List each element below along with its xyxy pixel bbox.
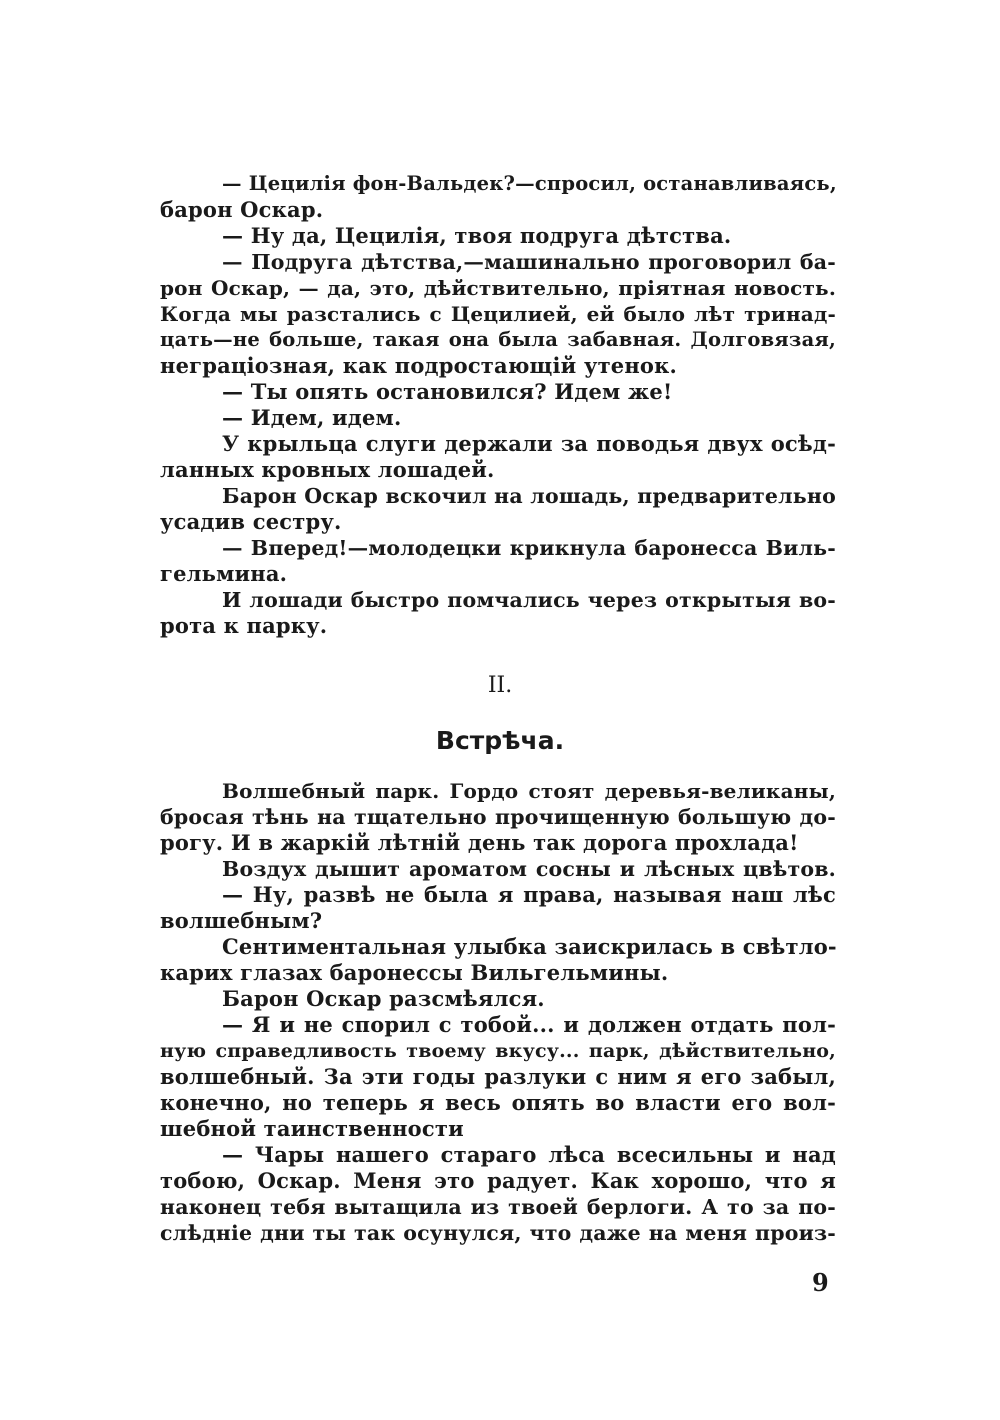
chapter-number: II. — [487, 673, 513, 698]
text-line: волшебный. За эти годы разлуки с ним я его забыл, — [160, 1064, 836, 1089]
text-line: конечно, но теперь я весь опять во власти его вол- — [160, 1090, 836, 1115]
chapter-title: Встрѣча. — [435, 726, 565, 755]
text-line: Сентиментальная улыбка заискрилась в свѣтло- — [222, 934, 837, 959]
page-number: 9 — [812, 1268, 829, 1297]
text-line: ланных кровных лошадей. — [160, 457, 495, 482]
text-line: — Подруга дѣтства,—машинально проговорил ба- — [222, 250, 836, 274]
text-line: — Цецилія фон-Вальдек?—спросил, останавливаясь, — [222, 172, 837, 195]
text-line: Волшебный парк. Гордо стоят деревья-великаны, — [222, 779, 836, 803]
text-line: неграціозная, как подростающій утенок. — [160, 353, 678, 378]
text-line: наконец тебя вытащила из твоей берлоги. А то за по- — [160, 1195, 836, 1219]
text-line: рота к парку. — [160, 613, 328, 638]
text-line: — Чары нашего стараго лѣса всесильны и над — [222, 1142, 836, 1167]
text-line: — Ну да, Цецилія, твоя подруга дѣтства. — [222, 223, 732, 248]
text-line: усадив сестру. — [160, 509, 342, 534]
text-line: Барон Оскар разсмѣялся. — [222, 986, 545, 1011]
text-line: — Ну, развѣ не была я права, называя наш лѣс — [222, 882, 836, 907]
text-line: волшебным? — [160, 908, 323, 933]
text-line: слѣдніе дни ты так осунулся, что даже на меня произ- — [160, 1221, 836, 1245]
text-line: гельмина. — [160, 561, 288, 586]
text-line: И лошади быстро помчались через открытыя во- — [222, 588, 836, 612]
text-line: рон Оскар, — да, это, дѣйствительно, пріятная новость. — [160, 276, 836, 300]
text-line: ную справедливость твоему вкусу... парк, дѣйствительно, — [160, 1040, 836, 1062]
text-line: цать—не больше, такая она была забавная. Долговязая, — [160, 328, 836, 351]
text-line: барон Оскар. — [160, 197, 324, 222]
text-line: шебной таинственности — [160, 1116, 464, 1141]
text-line: бросая тѣнь на тщательно прочищенную большую до- — [160, 805, 836, 829]
text-line: — Вперед!—молодецки крикнула баронесса Виль- — [222, 536, 836, 560]
text-line: карих глазах баронессы Вильгельмины. — [160, 960, 669, 985]
text-line: Воздух дышит ароматом сосны и лѣсных цвѣтов. — [222, 857, 836, 881]
text-line: Когда мы разстались с Цецилией, ей было лѣт тринад- — [160, 302, 836, 326]
text-line: — Ты опять остановился? Идем же! — [222, 379, 673, 404]
text-line: Барон Оскар вскочил на лошадь, предварительно — [222, 484, 836, 508]
text-line: рогу. И в жаркій лѣтній день так дорога прохлада! — [160, 830, 799, 855]
text-line: — Я и не спорил с тобой... и должен отдать пол- — [222, 1012, 836, 1037]
text-line: У крыльца слуги держали за поводья двух осѣд- — [222, 431, 836, 456]
text-line: — Идем, идем. — [222, 405, 402, 430]
text-line: тобою, Оскар. Меня это радует. Как хорошо, что я — [160, 1168, 836, 1193]
